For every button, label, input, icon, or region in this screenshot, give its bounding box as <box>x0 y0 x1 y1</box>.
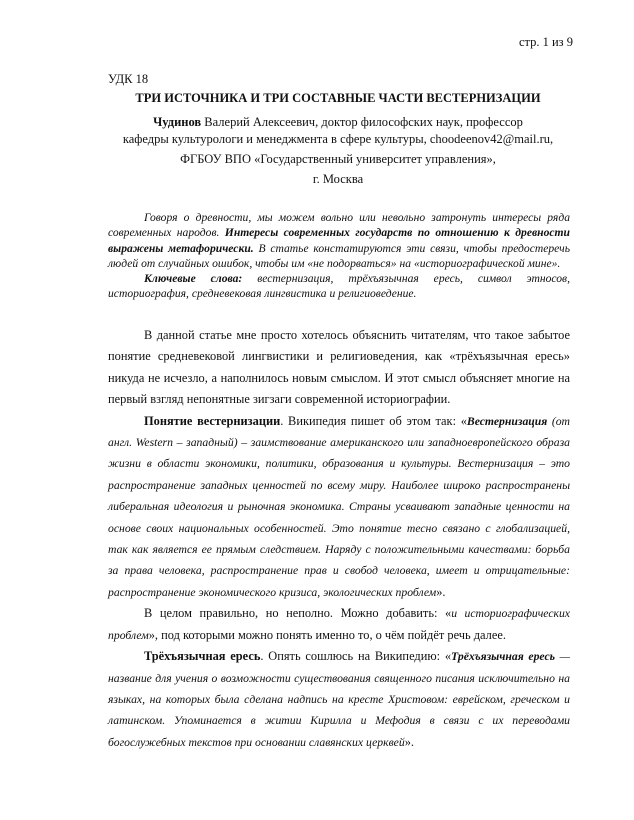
abstract-sentence-1: Говоря о древности, мы можем вольно или невольно затронуть интересы ряда современных народов. <box>108 211 570 240</box>
quote-trilingual-heresy: — название для учения о возможности существования священного писания исключительно на языках, на которых была сделана надпись на кресте Христовом: еврейском, греческом и латинском. Упоминается в житии Кирилла и Мефодия в связи с их переводами богослужебных текстов при основании славянских церквей <box>108 650 570 749</box>
paragraph-westernization <box>108 411 570 604</box>
author-organization: ФГБОУ ВПО «Государственный университет управления», <box>180 152 496 166</box>
p4-lead: . Опять сошлюсь на Википедию: « <box>260 649 452 664</box>
abstract <box>108 210 570 302</box>
quote-historiographic: и историографических проблем <box>108 607 570 642</box>
abstract-sentence-3: В статье констатируются эти связи, чтобы предостеречь людей от случайных ошибок, чтобы им «не подорваться» на «историографической мине». <box>108 241 570 270</box>
abstract-text <box>108 210 570 271</box>
p2-end: ». <box>436 584 446 599</box>
quote-westernization: (от англ. Western – западный) – заимствование американского или западноевропейского образа жизни в области экономики, политики, образования и культуры. Вестернизация – это распространение западных ценностей по всему миру. Наиболее широко распространены либеральная идеология и рыночная экономика. Страны усваивают западные ценности на основе своих национальных особенностей. Это понятие тесно связано с глобализацией, так как является ее прямым следствием. Наряду с положительными качествами: борьба за права человека, распространение прав и свобод человека, имеет и отрицательные: распространение экономического кризиса, экологических проблем <box>108 414 570 599</box>
abstract-sentence-2: Интересы современных государств по отношению к древности выражены метафорически. <box>108 226 570 255</box>
udk-code: УДК 18 <box>108 72 149 86</box>
p3-end: », под которыми можно понять именно то, о чём пойдёт речь далее. <box>148 627 506 642</box>
quote-term-trilingual-heresy: Трёхъязычная ересь <box>451 650 555 664</box>
term-westernization: Понятие вестернизации <box>144 413 281 428</box>
author-line <box>108 115 568 130</box>
p4-end: ». <box>404 734 414 749</box>
article-body <box>108 325 570 753</box>
article-title: ТРИ ИСТОЧНИКА И ТРИ СОСТАВНЫЕ ЧАСТИ ВЕСТЕРНИЗАЦИИ <box>135 91 541 105</box>
paragraph-intro: В данной статье мне просто хотелось объяснить читателям, что такое забытое понятие средневековой лингвистики и религиоведения, как «трёхъязычная ересь» никуда не исчезло, а наполнилось новым смыслом. И этот смысл объясняет многие на первый взгляд непонятные зигзаги современной историографии. <box>108 328 570 407</box>
p2-lead: . Википедия пишет об этом так: « <box>280 413 467 428</box>
term-trilingual-heresy: Трёхъязычная ересь <box>144 649 261 664</box>
keywords <box>108 271 570 302</box>
paragraph-addition <box>108 603 570 646</box>
keywords-label: Ключевые слова: <box>144 272 243 286</box>
keywords-text: вестернизация, трёхъязычная ересь, символ этносов, историография, средневековая лингвистика и религиоведение. <box>108 272 570 301</box>
author-department: кафедры культурологи и менеджмента в сфере культуры, choodeenov42@mail.ru, <box>122 132 554 146</box>
quote-term-westernization: Вестернизация <box>466 414 548 428</box>
author-details: Валерий Алексеевич, доктор философских наук, профессор <box>201 115 523 129</box>
p3-lead: В целом правильно, но неполно. Можно добавить: « <box>144 606 452 621</box>
paragraph-trilingual-heresy <box>108 646 570 753</box>
author-city: г. Москва <box>312 172 364 186</box>
page-counter: стр. 1 из 9 <box>518 35 573 49</box>
author-surname: Чудинов <box>153 115 202 129</box>
